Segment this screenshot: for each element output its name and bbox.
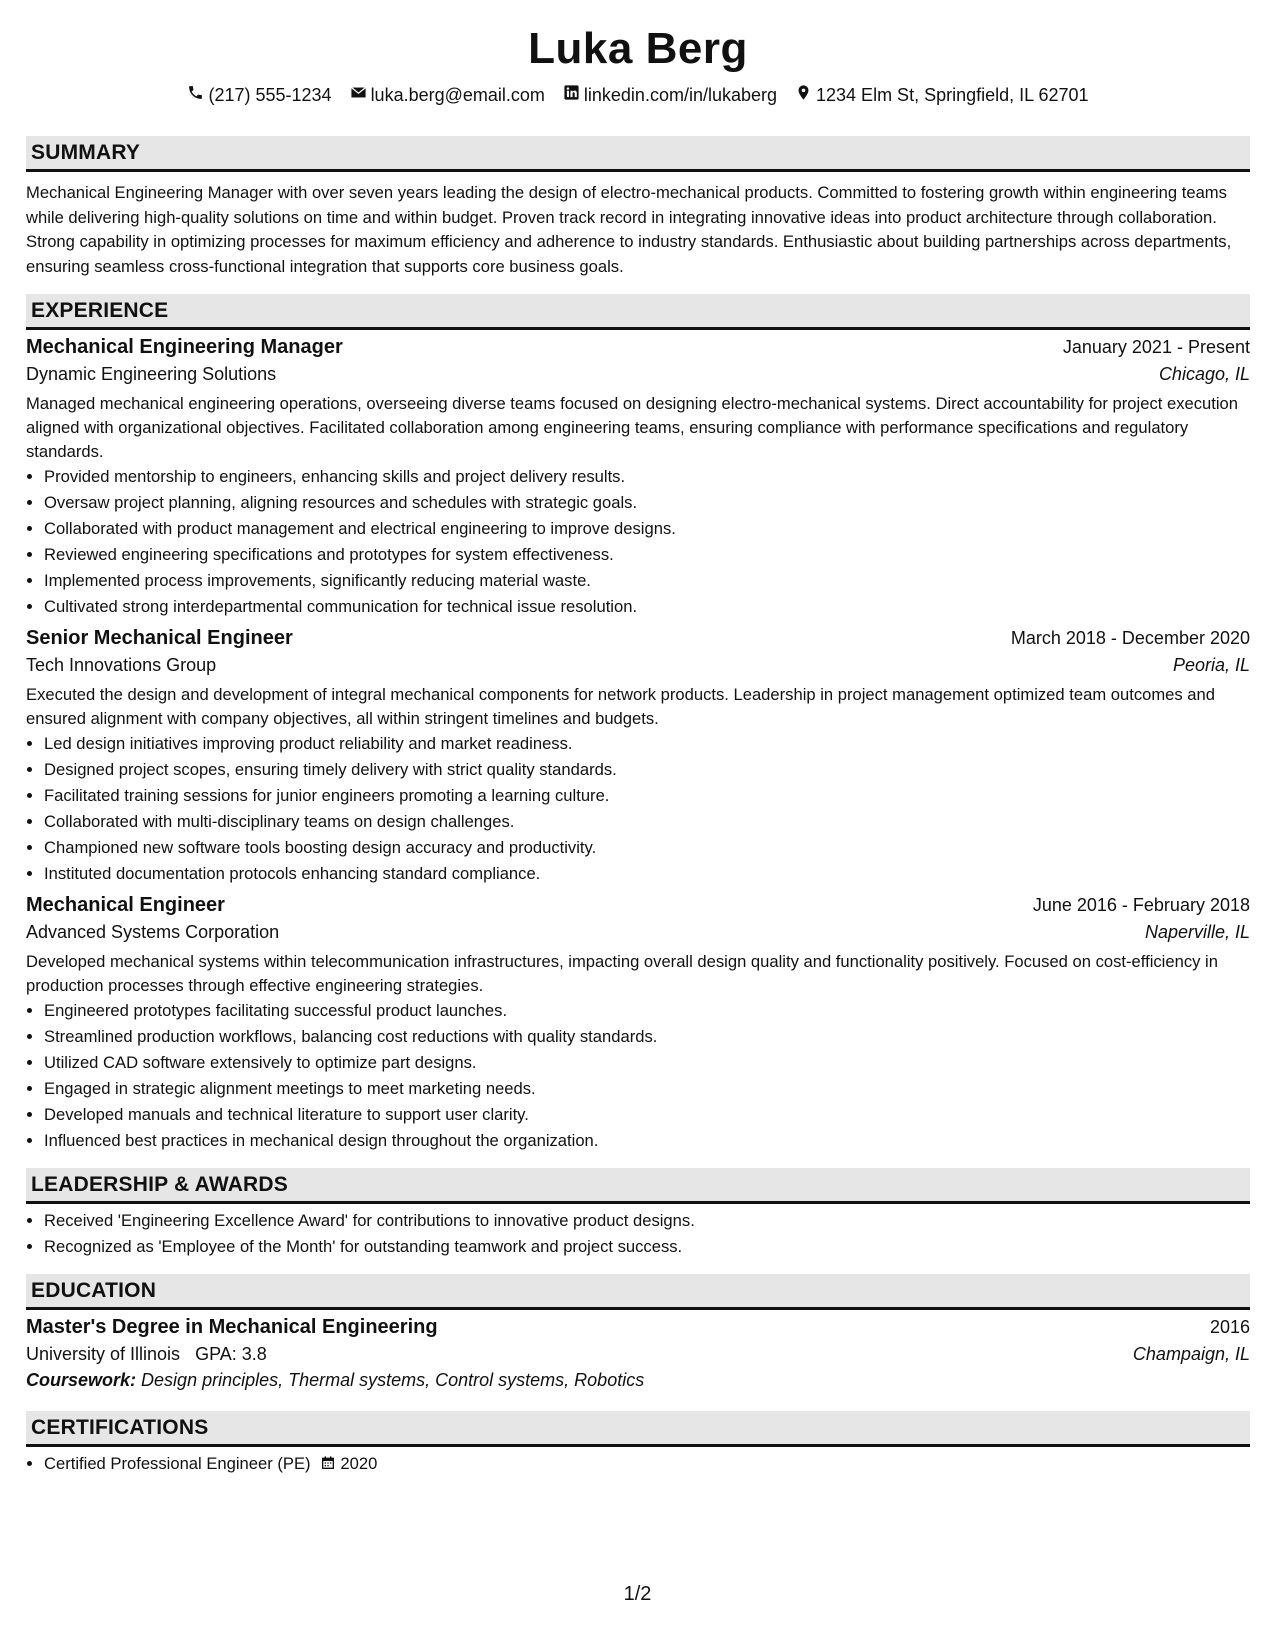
job-dates: March 2018 - December 2020 — [1010, 628, 1250, 648]
phone-text[interactable]: (217) 555-1234 — [208, 84, 332, 105]
coursework — [26, 1370, 1250, 1391]
list-item: • Recognized as 'Employee of the Month' for outstanding teamwork and project success. — [44, 1234, 1250, 1260]
section-heading-leadership: LEADERSHIP & AWARDS — [26, 1168, 1250, 1204]
job-location: Peoria, IL — [1172, 655, 1250, 675]
list-item: • Developed manuals and technical literature to support user clarity. — [44, 1102, 1250, 1128]
job-title: Mechanical Engineering Manager — [26, 336, 343, 358]
section-heading-certifications: CERTIFICATIONS — [26, 1411, 1250, 1447]
map-pin-icon — [795, 84, 812, 106]
job-entry — [26, 336, 1250, 620]
page-number: 1/2 — [623, 1583, 652, 1605]
list-item: • Collaborated with multi-disciplinary teams on design challenges. — [44, 809, 1250, 835]
summary-text: Mechanical Engineering Manager with over seven years leading the design of electro-mechanical products. Committed to fostering growth within engineering teams while delivering high-quality solutions on time and within budget. Proven track record in integrating innovative ideas into product architecture through collaboration. Strong capability in optimizing processes for maximum efficiency and adherence to industry standards. Enthusiastic about building partnerships across departments, ensuring seamless cross-functional integration that supports core business goals. — [26, 183, 1232, 276]
school-location: Champaign, IL — [1132, 1344, 1250, 1364]
list-item: • Oversaw project planning, aligning resources and schedules with strategic goals. — [44, 490, 1250, 516]
job-bullets — [26, 998, 1250, 1154]
list-item: • Reviewed engineering specifications and prototypes for system effectiveness. — [44, 542, 1250, 568]
certifications-list — [26, 1451, 1250, 1477]
list-item: • Streamlined production workflows, balancing cost reductions with quality standards. — [44, 1024, 1250, 1050]
list-item: • Implemented process improvements, significantly reducing material waste. — [44, 568, 1250, 594]
coursework-label: Coursework: — [26, 1370, 137, 1390]
company-name: Advanced Systems Corporation — [26, 922, 280, 942]
list-item: • Collaborated with product management and electrical engineering to improve designs. — [44, 516, 1250, 542]
job-description: Executed the design and development of integral mechanical components for network products. Leadership in project management optimized team outcomes and ensured alignment with company objectives, all within stringent timelines and budgets. — [26, 685, 1215, 728]
list-item: • Championed new software tools boosting design accuracy and productivity. — [44, 835, 1250, 861]
job-entry — [26, 627, 1250, 887]
list-item: • Engineered prototypes facilitating successful product launches. — [44, 998, 1250, 1024]
job-title: Mechanical Engineer — [26, 894, 225, 916]
graduation-year: 2016 — [1209, 1317, 1250, 1337]
job-description: Developed mechanical systems within telecommunication infrastructures, impacting overall design quality and functionality positively. Focused on cost-efficiency in production processes through effective engineering strategies. — [26, 952, 1218, 995]
envelope-icon — [350, 84, 367, 106]
section-heading-summary: SUMMARY — [26, 136, 1250, 172]
job-location: Chicago, IL — [1158, 364, 1250, 384]
linkedin-icon — [563, 84, 580, 106]
awards-list — [26, 1208, 1250, 1260]
certification-name: Certified Professional Engineer (PE) — [44, 1454, 311, 1473]
job-bullets — [26, 464, 1250, 620]
degree-title: Master's Degree in Mechanical Engineering — [26, 1316, 438, 1338]
school-info — [26, 1344, 267, 1365]
address-text: 1234 Elm St, Springfield, IL 62701 — [816, 84, 1089, 105]
list-item: • Facilitated training sessions for junior engineers promoting a learning culture. — [44, 783, 1250, 809]
linkedin-link[interactable]: linkedin.com/in/lukaberg — [583, 84, 778, 105]
list-item: • Instituted documentation protocols enhancing standard compliance. — [44, 861, 1250, 887]
education-entry — [26, 1316, 1250, 1391]
contact-linkedin — [563, 84, 777, 106]
gpa: GPA: 3.8 — [195, 1344, 267, 1364]
list-item: • Received 'Engineering Excellence Award' for contributions to innovative product designs. — [44, 1208, 1250, 1234]
candidate-name: Luka Berg — [528, 24, 748, 73]
coursework-list: Design principles, Thermal systems, Control systems, Robotics — [141, 1370, 645, 1390]
list-item: • Utilized CAD software extensively to optimize part designs. — [44, 1050, 1250, 1076]
contact-email — [350, 84, 545, 106]
job-location: Naperville, IL — [1144, 922, 1250, 942]
job-bullets — [26, 731, 1250, 887]
list-item: • Influenced best practices in mechanical design throughout the organization. — [44, 1128, 1250, 1154]
section-heading-education: EDUCATION — [26, 1274, 1250, 1310]
section-heading-experience: EXPERIENCE — [26, 294, 1250, 330]
school-name: University of Illinois — [26, 1344, 181, 1364]
company-name: Tech Innovations Group — [26, 655, 217, 675]
job-entry — [26, 894, 1250, 1154]
email-link[interactable]: luka.berg@email.com — [370, 84, 545, 105]
list-item: • Cultivated strong interdepartmental communication for technical issue resolution. — [44, 594, 1250, 620]
certification-year: 2020 — [340, 1454, 378, 1473]
list-item: • Designed project scopes, ensuring timely delivery with strict quality standards. — [44, 757, 1250, 783]
contact-bar — [26, 84, 1250, 106]
company-name: Dynamic Engineering Solutions — [26, 364, 277, 384]
list-item — [44, 1451, 1250, 1477]
job-title: Senior Mechanical Engineer — [26, 627, 293, 649]
job-description: Managed mechanical engineering operations, overseeing diverse teams focused on designing electro-mechanical systems. Direct accountability for project execution aligned with organizational objectives. Facilitated collaboration among engineering teams, ensuring compliance with performance specifications and regulatory standards. — [26, 394, 1238, 461]
contact-address — [795, 84, 1089, 106]
list-item: • Led design initiatives improving product reliability and market readiness. — [44, 731, 1250, 757]
list-item: • Engaged in strategic alignment meetings to meet marketing needs. — [44, 1076, 1250, 1102]
list-item: • Provided mentorship to engineers, enhancing skills and project delivery results. — [44, 464, 1250, 490]
contact-phone — [187, 84, 331, 106]
job-dates: January 2021 - Present — [1062, 337, 1250, 357]
calendar-icon — [320, 1454, 336, 1473]
job-dates: June 2016 - February 2018 — [1032, 895, 1250, 915]
phone-icon — [187, 84, 204, 106]
